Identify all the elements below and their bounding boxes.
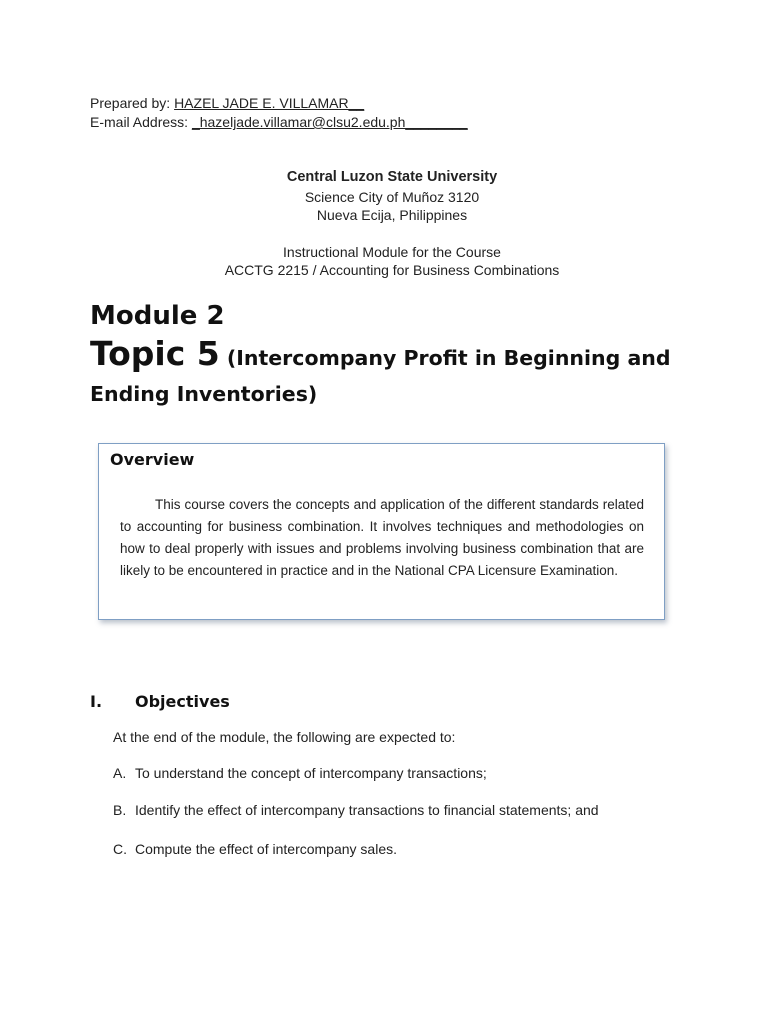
address-line-1: Science City of Muñoz 3120: [304, 188, 480, 205]
objective-text: To understand the concept of intercompany transactions;: [135, 765, 487, 781]
objective-letter: C.: [113, 841, 127, 857]
objective-text: Compute the effect of intercompany sales.: [135, 841, 397, 857]
objectives-intro: At the end of the module, the following are expected to:: [113, 729, 456, 745]
course-line: ACCTG 2215 / Accounting for Business Combinations: [224, 262, 560, 278]
objective-item: [113, 802, 599, 818]
prepared-by-line: [90, 94, 468, 113]
section-number: I.: [90, 692, 103, 711]
overview-body: [120, 494, 644, 582]
objective-item: [113, 765, 487, 781]
topic-title: [90, 334, 730, 412]
prepared-by-block: [90, 94, 468, 132]
overview-box: [98, 443, 665, 620]
email-address: _hazeljade.villamar@clsu2.edu.ph________: [191, 114, 468, 130]
objectives-heading: [90, 692, 230, 711]
overview-text: This course covers the concepts and application of the different standards related to accounting for business combination. It involves techniques and methodologies on how to deal properly with issues and problems involving business combination that are likely to be encountered in practice and in the National CPA Licensure Examination.: [120, 497, 644, 578]
prepared-by-label: Prepared by:: [90, 95, 175, 111]
topic-text: (Intercompany Profit in Beginning and Ending Inventories): [90, 346, 671, 406]
objective-letter: A.: [113, 765, 127, 781]
objective-letter: B.: [113, 802, 127, 818]
email-label: E-mail Address:: [90, 114, 192, 130]
objective-item: [113, 841, 397, 857]
objective-text: Identify the effect of intercompany transactions to financial statements; and: [135, 802, 599, 818]
overview-title: Overview: [110, 450, 195, 469]
author-name: HAZEL JADE E. VILLAMAR__: [174, 95, 365, 111]
module-title: Module 2: [90, 301, 225, 331]
module-for-line: Instructional Module for the Course: [283, 243, 501, 260]
address-line-2: Nueva Ecija, Philippines: [316, 207, 468, 223]
institution-header: [0, 168, 768, 280]
topic-label: Topic 5: [90, 334, 220, 373]
university-name: Central Luzon State University: [286, 169, 498, 185]
email-line: [90, 113, 468, 132]
objectives-title: Objectives: [135, 692, 230, 711]
